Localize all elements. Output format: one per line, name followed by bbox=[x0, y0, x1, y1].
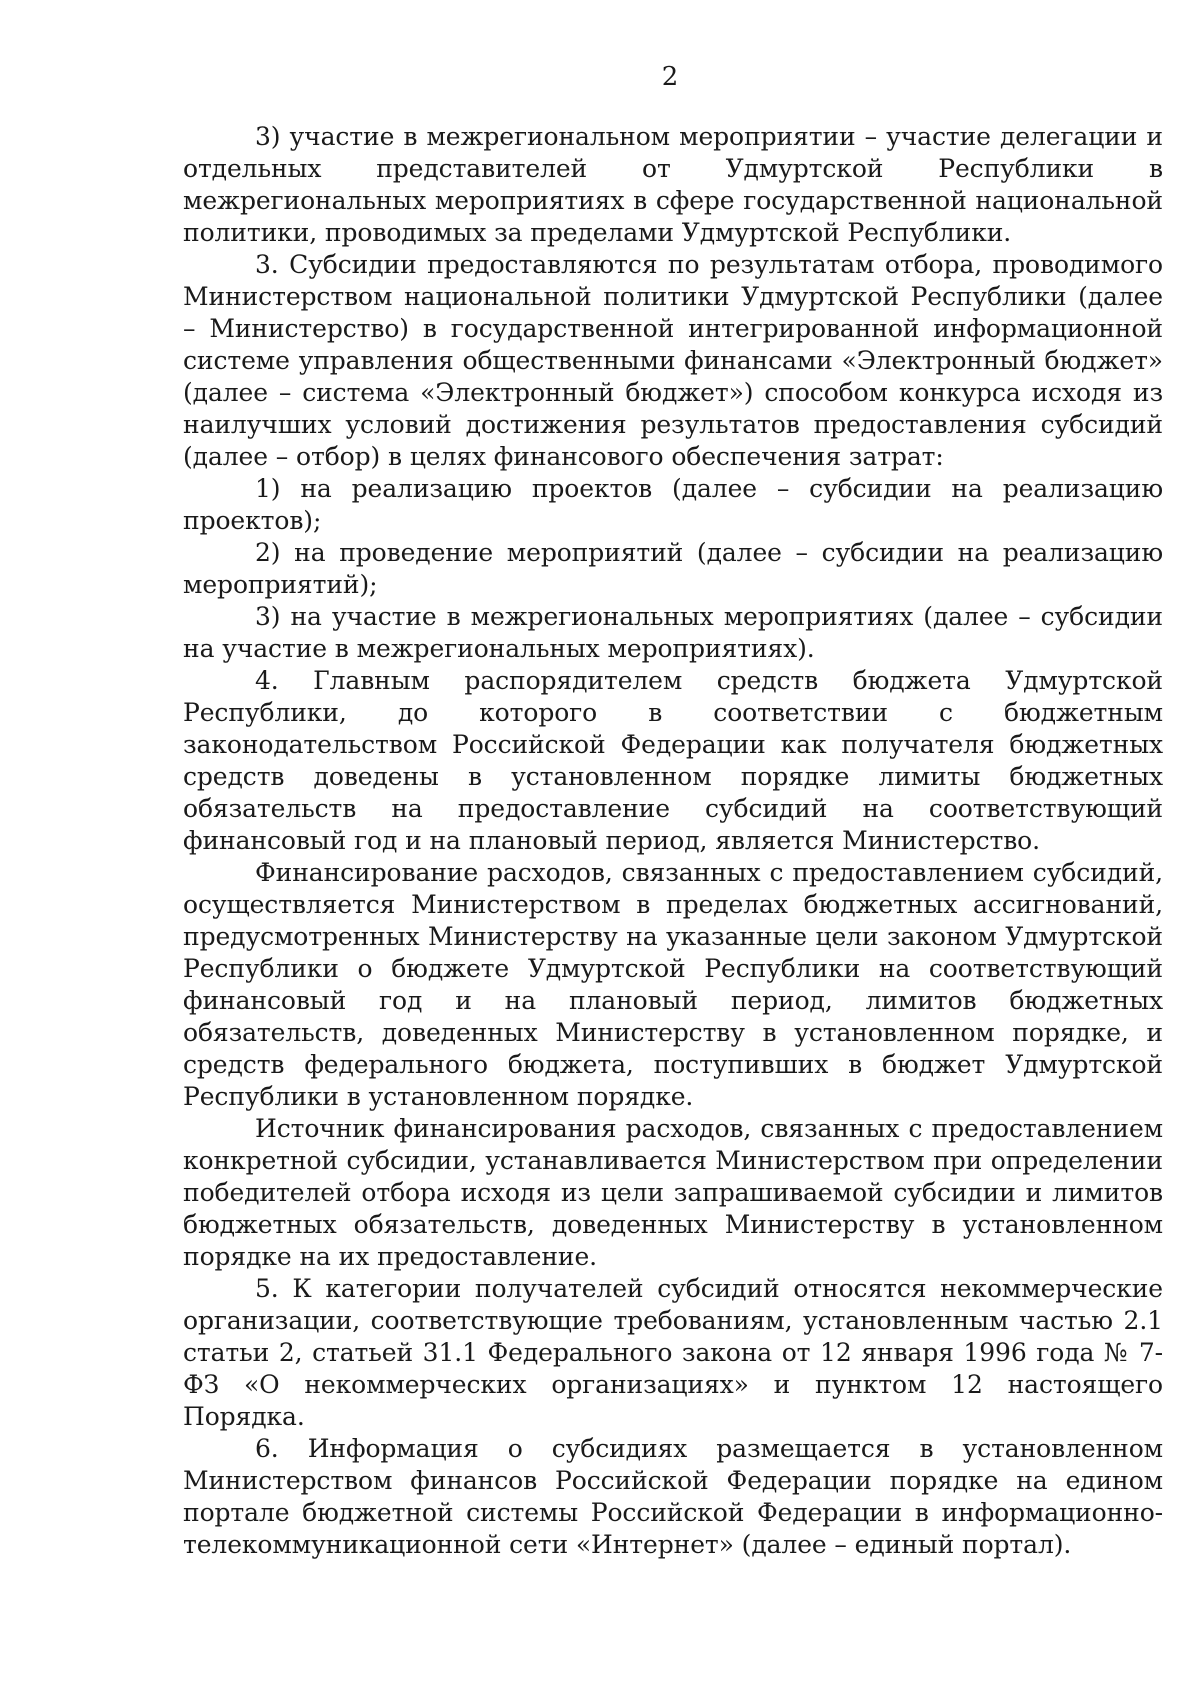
paragraph-section-3-subsidies: 3. Субсидии предоставляются по результатам отбора, проводимого Министерством национальной политики Удмуртской Республики (далее – Министерство) в государственной интегрированной информационной системе управления общественными финансами «Электронный бюджет» (далее – система «Электронный бюджет») способом конкурса исходя из наилучших условий достижения результатов предоставления субсидий (далее – отбор) в целях финансового обеспечения затрат: bbox=[183, 250, 1163, 471]
page-number: 2 bbox=[661, 62, 679, 92]
paragraph-section-5-recipients: 5. К категории получателей субсидий относятся некоммерческие организации, соответствующие требованиям, установленным частью 2.1 статьи 2, статьей 31.1 Федерального закона от 12 января 1996 года № 7-ФЗ «О некоммерческих организациях» и пунктом 12 настоящего Порядка. bbox=[183, 1274, 1163, 1431]
paragraph-item-3-interregional: 3) на участие в межрегиональных мероприятиях (далее – субсидии на участие в межрегиональных мероприятиях). bbox=[183, 602, 1163, 663]
paragraph-item-1-projects: 1) на реализацию проектов (далее – субсидии на реализацию проектов); bbox=[183, 474, 1163, 535]
paragraph-item-2-events: 2) на проведение мероприятий (далее – субсидии на реализацию мероприятий); bbox=[183, 538, 1163, 599]
paragraph-section-4-main-manager: 4. Главным распорядителем средств бюджета Удмуртской Республики, до которого в соответствии с бюджетным законодательством Российской Федерации как получателя бюджетных средств доведены в установленном порядке лимиты бюджетных обязательств на предоставление субсидий на соответствующий финансовый год и на плановый период, является Министерство. bbox=[183, 666, 1163, 855]
paragraph-financing: Финансирование расходов, связанных с предоставлением субсидий, осуществляется Министерством в пределах бюджетных ассигнований, предусмотренных Министерству на указанные цели законом Удмуртской Республики о бюджете Удмуртской Республики на соответствующий финансовый год и на плановый период, лимитов бюджетных обязательств, доведенных Министерству в установленном порядке, и средств федерального бюджета, поступивших в бюджет Удмуртской Республики в установленном порядке. bbox=[183, 858, 1163, 1111]
paragraph-financing-source: Источник финансирования расходов, связанных с предоставлением конкретной субсидии, устанавливается Министерством при определении победителей отбора исходя из цели запрашиваемой субсидии и лимитов бюджетных обязательств, доведенных Министерству в установленном порядке на их предоставление. bbox=[183, 1114, 1163, 1271]
paragraph-item-3-participation: 3) участие в межрегиональном мероприятии – участие делегации и отдельных представителей от Удмуртской Республики в межрегиональных мероприятиях в сфере государственной национальной политики, проводимых за пределами Удмуртской Республики. bbox=[183, 122, 1163, 247]
document-body bbox=[183, 121, 1163, 1561]
paragraph-section-6-information: 6. Информация о субсидиях размещается в установленном Министерством финансов Российской Федерации порядке на едином портале бюджетной системы Российской Федерации в информационно-телекоммуникационной сети «Интернет» (далее – единый портал). bbox=[183, 1434, 1163, 1559]
